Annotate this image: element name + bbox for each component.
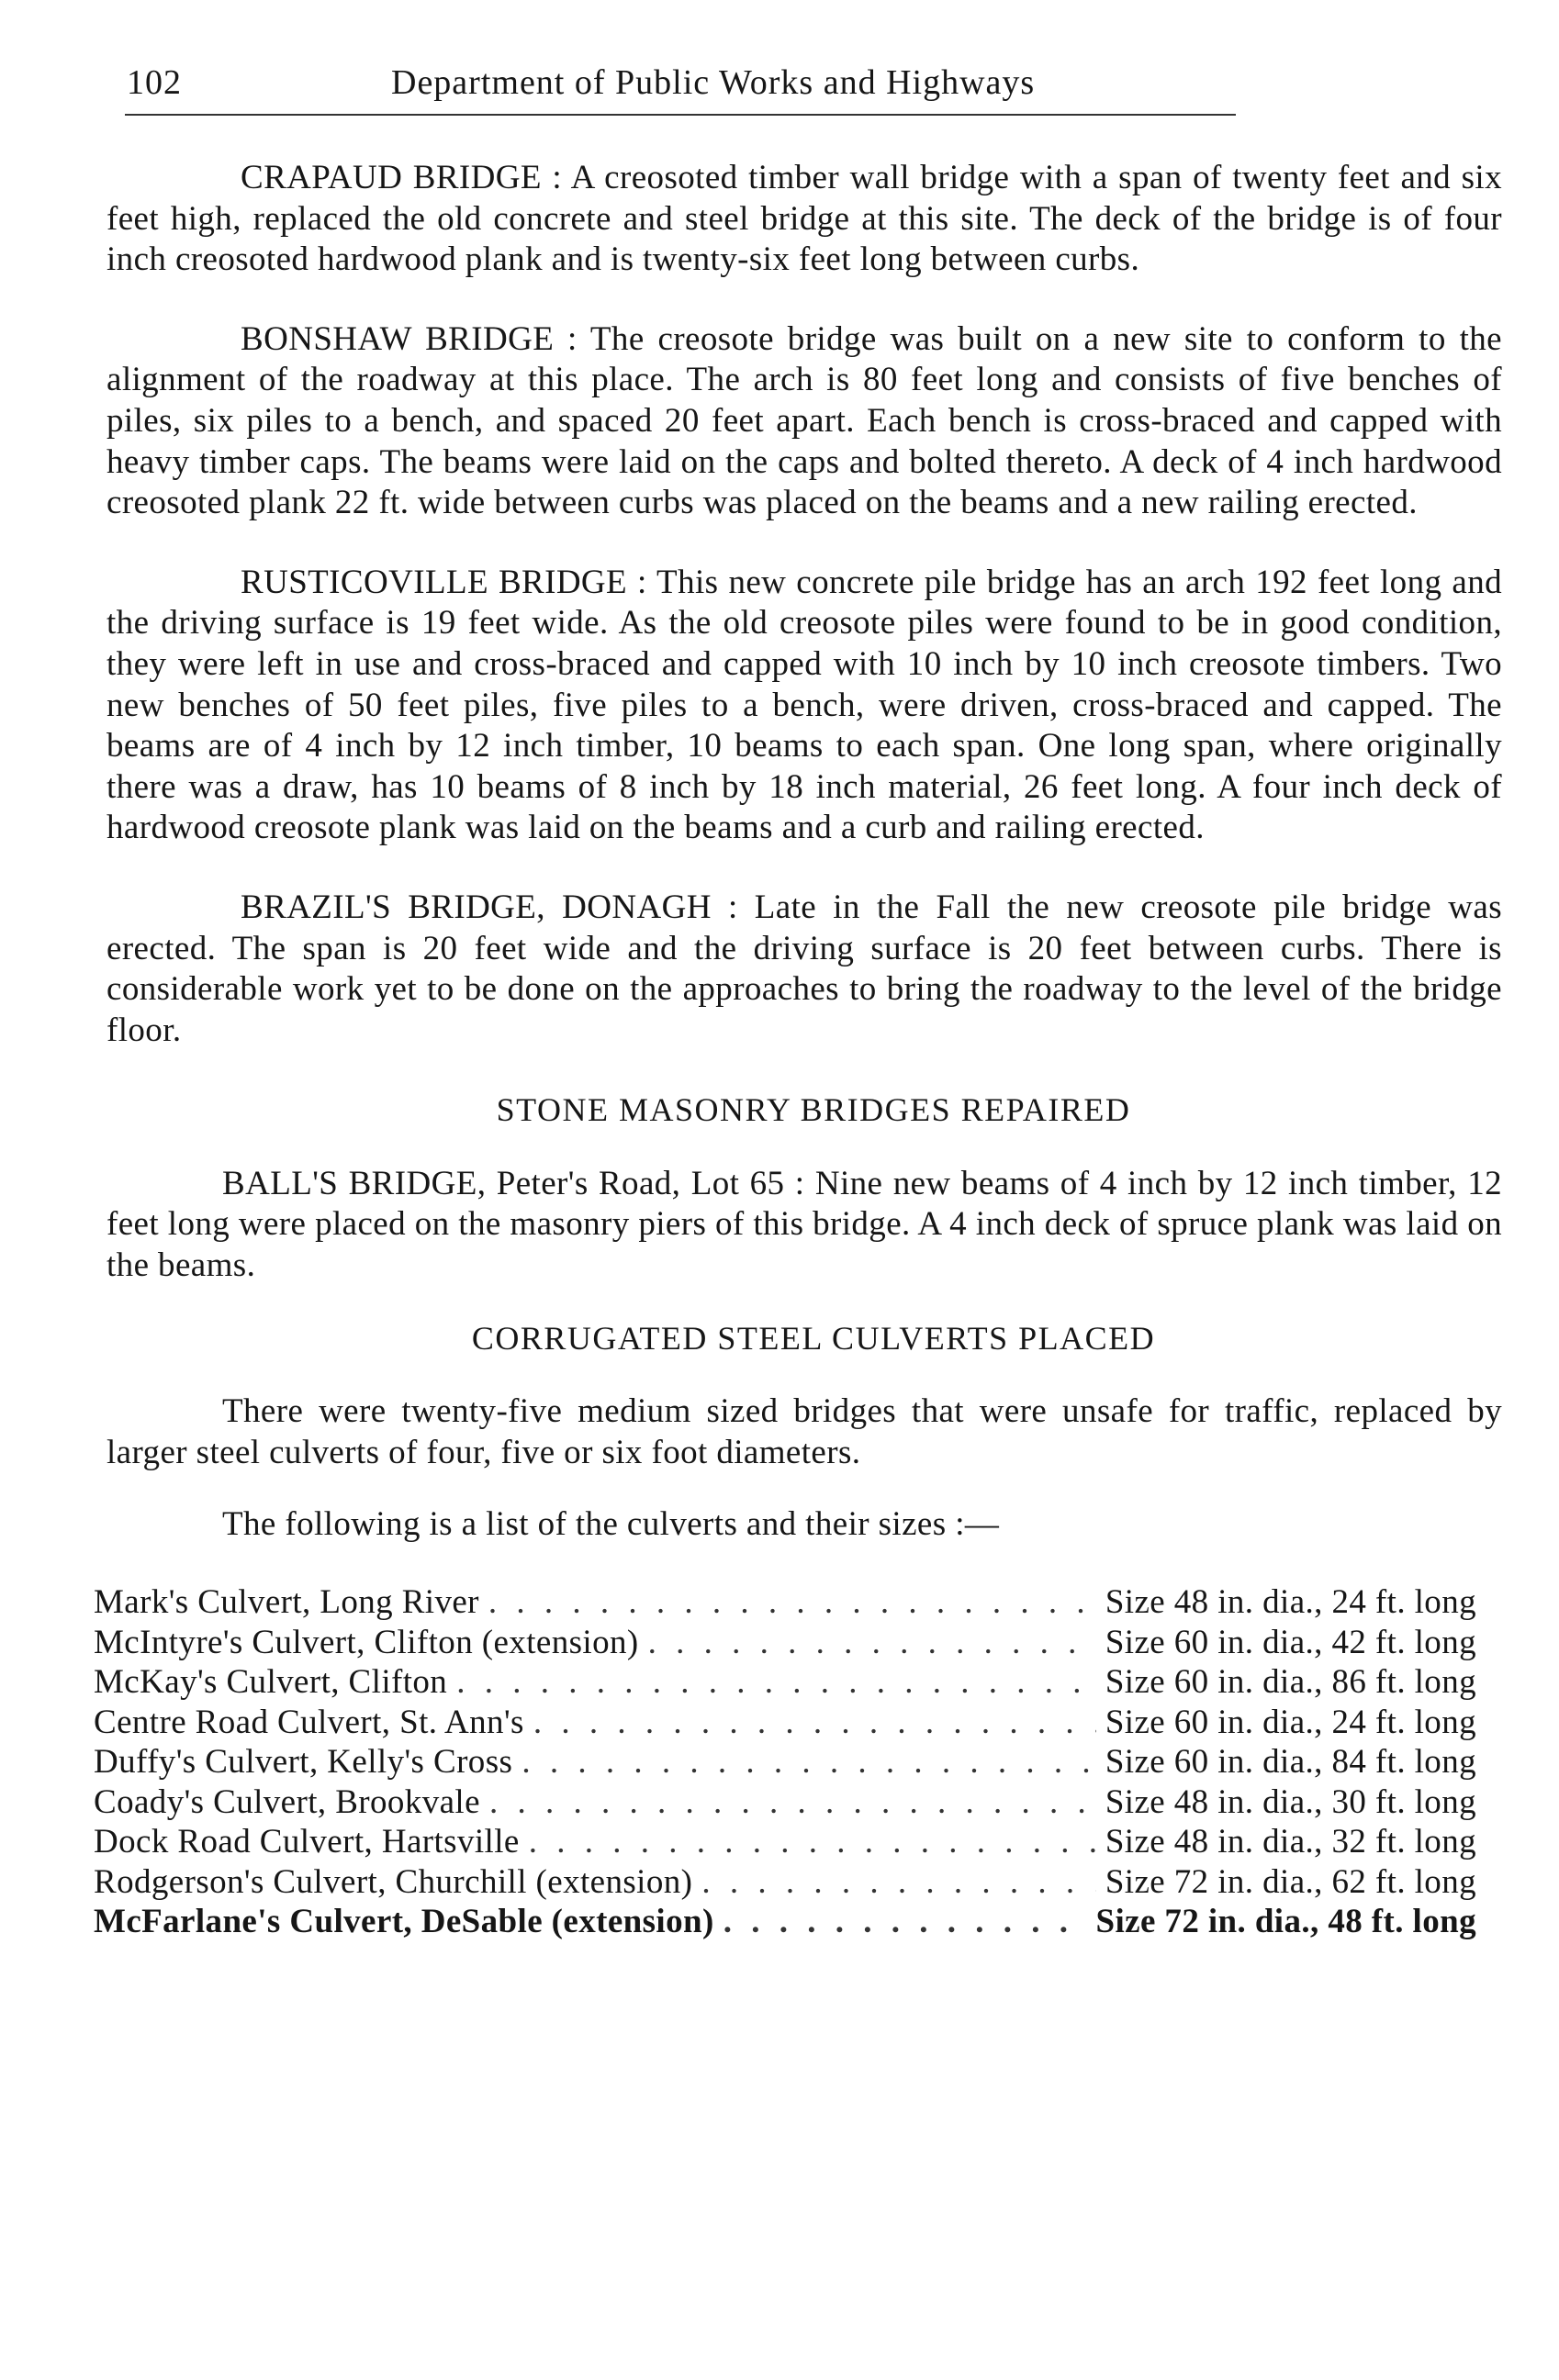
culvert-list	[94, 1582, 1502, 1942]
list-item	[94, 1623, 1476, 1663]
leader-dots	[648, 1623, 1096, 1664]
leader-dots	[723, 1902, 1087, 1943]
list-item	[94, 1742, 1476, 1782]
culvert-name: McKay's Culvert, Clifton	[94, 1663, 448, 1702]
paragraph-balls-bridge: BALL'S BRIDGE, Peter's Road, Lot 65 : Nine new beams of 4 inch by 12 inch timber, 12 feet long were placed on the masonry piers of this bridge. A 4 inch deck of spruce plank was laid on the beams.	[107, 1164, 1502, 1285]
culvert-size: Size 60 in. dia., 24 ft. long	[1105, 1703, 1476, 1741]
list-item	[94, 1703, 1476, 1743]
culvert-list-intro: The following is a list of the culverts and their sizes :—	[222, 1505, 1000, 1544]
culvert-name: Dock Road Culvert, Hartsville	[94, 1823, 520, 1861]
page-header	[125, 57, 1236, 112]
culvert-size: Size 60 in. dia., 86 ft. long	[1105, 1663, 1476, 1702]
page-number: 102	[127, 63, 182, 102]
culvert-size: Size 60 in. dia., 84 ft. long	[1105, 1743, 1476, 1782]
paragraph-rusticoville-bridge: RUSTICOVILLE BRIDGE : This new concrete pile bridge has an arch 192 feet long and the driving surface is 19 feet wide. As the old creosote piles were found to be in good condition, they were left in use and cross-braced and capped with 10 inch by 10 inch creosote timbers. Two new benches of 50 feet piles, five piles to a bench, were driven, cross-braced and capped. The beams are of 4 inch by 12 inch timber, 10 beams to each span. One long span, where originally there was a draw, has 10 beams of 8 inch by 18 inch material, 26 feet long. A four inch deck of hardwood creosote plank was laid on the beams and a curb and railing erected.	[107, 563, 1502, 847]
culvert-name: Duffy's Culvert, Kelly's Cross	[94, 1743, 513, 1782]
leader-dots	[529, 1822, 1096, 1863]
list-item	[94, 1582, 1476, 1623]
paragraph-crapaud-bridge: CRAPAUD BRIDGE : A creosoted timber wall bridge with a span of twenty feet and six feet high, replaced the old concrete and steel bridge at this site. The deck of the bridge is of four inch creosoted hardwood plank and is twenty-six feet long between curbs.	[107, 159, 1502, 279]
header-rule	[125, 114, 1236, 116]
paragraph-brazils-bridge: BRAZIL'S BRIDGE, DONAGH : Late in the Fall the new creosote pile bridge was erected. The span is 20 feet wide and the driving surface is 20 feet between curbs. There is considerable work yet to be done on the approaches to bring the roadway to the level of the bridge floor.	[107, 888, 1502, 1049]
list-item	[94, 1862, 1476, 1903]
culvert-size: Size 48 in. dia., 30 ft. long	[1105, 1782, 1476, 1821]
leader-dots	[488, 1582, 1096, 1624]
culvert-size: Size 48 in. dia., 32 ft. long	[1105, 1823, 1476, 1861]
leader-dots	[533, 1703, 1096, 1744]
culvert-name: Centre Road Culvert, St. Ann's	[94, 1703, 524, 1741]
list-item	[94, 1822, 1476, 1862]
leader-dots	[701, 1862, 1095, 1904]
running-title: Department of Public Works and Highways	[391, 63, 1036, 102]
paragraph-culverts-summary: There were twenty-five medium sized bridges that were unsafe for traffic, replaced by larger steel culverts of four, five or six foot diameters.	[107, 1392, 1502, 1471]
section-heading-culverts: CORRUGATED STEEL CULVERTS PLACED	[471, 1319, 1156, 1357]
culvert-name: McFarlane's Culvert, DeSable (extension)	[94, 1903, 714, 1941]
leader-dots	[456, 1662, 1096, 1704]
section-heading-stone-masonry: STONE MASONRY BRIDGES REPAIRED	[496, 1091, 1131, 1129]
list-item	[94, 1662, 1476, 1703]
culvert-name: McIntyre's Culvert, Clifton (extension)	[94, 1623, 639, 1661]
culvert-name: Mark's Culvert, Long River	[94, 1583, 479, 1622]
culvert-size: Size 72 in. dia., 62 ft. long	[1105, 1862, 1476, 1901]
culvert-size: Size 72 in. dia., 48 ft. long	[1095, 1903, 1476, 1941]
list-item	[94, 1902, 1476, 1942]
culvert-name: Coady's Culvert, Brookvale	[94, 1782, 480, 1821]
culvert-size: Size 48 in. dia., 24 ft. long	[1105, 1583, 1476, 1622]
page-body	[94, 158, 1502, 1942]
culvert-size: Size 60 in. dia., 42 ft. long	[1105, 1623, 1476, 1661]
leader-dots	[522, 1742, 1096, 1783]
culvert-name: Rodgerson's Culvert, Churchill (extension)	[94, 1862, 693, 1901]
list-item	[94, 1782, 1476, 1823]
leader-dots	[489, 1782, 1096, 1824]
paragraph-bonshaw-bridge: BONSHAW BRIDGE : The creosote bridge was built on a new site to conform to the alignment of the roadway at this place. The arch is 80 feet long and consists of five benches of piles, six piles to a bench, and spaced 20 feet apart. Each bench is cross-braced and capped with heavy timber caps. The beams were laid on the caps and bolted thereto. A deck of 4 inch hardwood creosoted plank 22 ft. wide between curbs was placed on the beams and a new railing erected.	[107, 319, 1502, 522]
